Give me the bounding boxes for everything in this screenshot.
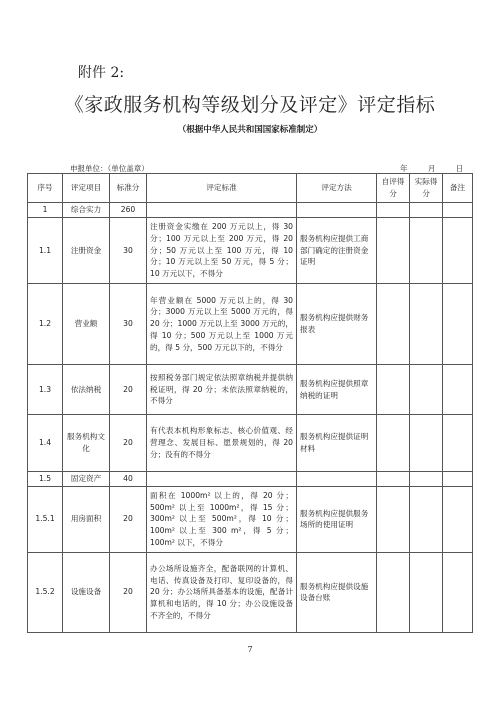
row-self-score-cell <box>377 365 410 415</box>
month-label: 月 <box>427 164 436 173</box>
table-row <box>28 203 473 218</box>
row-seq: 1 <box>28 203 63 218</box>
row-criteria: 年营业额在 5000 万元以上的，得 30 分；3000 万元以上至 5000 万元的，得 20 分；1000 万元以上至 3000 万元的，得 10 分；500 万元以上至 1000 万元的，得 5 分，500 万元以下的，不得分 <box>147 284 297 365</box>
row-method: 服务机构应提供证明材料 <box>297 415 377 472</box>
row-item: 综合实力 <box>63 203 110 218</box>
row-seq: 1.5.2 <box>28 552 63 632</box>
table-row <box>28 365 473 415</box>
row-self-score-cell <box>377 218 410 284</box>
header-method: 评定方法 <box>297 174 377 203</box>
row-self-score-cell <box>377 552 410 632</box>
row-actual-score-cell <box>410 218 443 284</box>
row-score: 40 <box>110 472 147 487</box>
row-seq: 1.3 <box>28 365 63 415</box>
table-row <box>28 218 473 284</box>
row-note-cell <box>443 284 473 365</box>
row-criteria <box>147 472 297 487</box>
row-score: 20 <box>110 365 147 415</box>
row-self-score-cell <box>377 284 410 365</box>
row-score: 20 <box>110 552 147 632</box>
header-score: 标准分 <box>110 174 147 203</box>
row-method: 服务机构应提供财务报表 <box>297 284 377 365</box>
row-note-cell <box>443 486 473 552</box>
row-actual-score-cell <box>410 415 443 472</box>
row-item: 依法纳税 <box>63 365 110 415</box>
row-seq: 1.5.1 <box>28 486 63 552</box>
header-note: 备注 <box>443 174 473 203</box>
row-score: 20 <box>110 415 147 472</box>
row-actual-score-cell <box>410 486 443 552</box>
header-seq: 序号 <box>28 174 63 203</box>
row-criteria <box>147 203 297 218</box>
header-item: 评定项目 <box>63 174 110 203</box>
row-actual-score-cell <box>410 203 443 218</box>
row-note-cell <box>443 218 473 284</box>
annex-label: 附件 2: <box>78 65 125 81</box>
row-self-score-cell <box>377 203 410 218</box>
year-label: 年 <box>400 164 408 173</box>
header-criteria: 评定标准 <box>147 174 297 203</box>
table-row <box>28 486 473 552</box>
row-criteria: 有代表本机构形象标志、核心价值观、经营理念、发展目标、愿景规划的，得 20 分；没有的不得分 <box>147 415 297 472</box>
row-actual-score-cell <box>410 365 443 415</box>
row-method: 服务机构应提供设施设备台账 <box>297 552 377 632</box>
row-item: 设施设备 <box>63 552 110 632</box>
applicant-label: 申报单位：（单位盖章） <box>70 164 149 173</box>
row-seq: 1.2 <box>28 284 63 365</box>
table-row <box>28 552 473 632</box>
row-self-score-cell <box>377 415 410 472</box>
row-method <box>297 203 377 218</box>
row-item: 固定资产 <box>63 472 110 487</box>
header-self-score: 自评得分 <box>377 174 410 203</box>
row-score: 30 <box>110 284 147 365</box>
page-number: 7 <box>247 645 253 654</box>
row-actual-score-cell <box>410 284 443 365</box>
row-score: 20 <box>110 486 147 552</box>
row-actual-score-cell <box>410 552 443 632</box>
header-actual-score: 实际得分 <box>410 174 443 203</box>
row-self-score-cell <box>377 486 410 552</box>
row-note-cell <box>443 415 473 472</box>
row-self-score-cell <box>377 472 410 487</box>
row-note-cell <box>443 552 473 632</box>
row-item: 注册资金 <box>63 218 110 284</box>
row-seq: 1.1 <box>28 218 63 284</box>
evaluation-table <box>27 173 473 633</box>
row-criteria: 办公场所设施齐全，配备联网的计算机、电话、传真设备及打印、复印设备的，得 20 分；办公场所具备基本的设施，配备计算机和电话的，得 10 分；办公设施设备不齐全的，不得分 <box>147 552 297 632</box>
row-actual-score-cell <box>410 472 443 487</box>
row-method <box>297 472 377 487</box>
row-method: 服务机构应提供照章纳税的证明 <box>297 365 377 415</box>
table-row <box>28 284 473 365</box>
row-method: 服务机构应提供服务场所的使用证明 <box>297 486 377 552</box>
table-row <box>28 415 473 472</box>
row-note-cell <box>443 365 473 415</box>
row-seq: 1.5 <box>28 472 63 487</box>
row-item: 营业额 <box>63 284 110 365</box>
row-criteria: 注册资金实缴在 200 万元以上，得 30 分；100 万元以上至 200 万元，得 20 分；50 万元以上至 100 万元，得 10 分；10 万元以上至 50 万元，得 5 分；10 万元以下，不得分 <box>147 218 297 284</box>
row-score: 260 <box>110 203 147 218</box>
row-item: 用房面积 <box>63 486 110 552</box>
row-seq: 1.4 <box>28 415 63 472</box>
row-note-cell <box>443 472 473 487</box>
row-item: 服务机构文化 <box>63 415 110 472</box>
table-header-row <box>28 174 473 203</box>
row-score: 30 <box>110 218 147 284</box>
row-method: 服务机构应提供工商部门确定的注册资金证明 <box>297 218 377 284</box>
day-label: 日 <box>455 164 464 173</box>
page-title: 《家政服务机构等级划分及评定》评定指标 <box>64 94 436 116</box>
row-note-cell <box>443 203 473 218</box>
page-subtitle: （根据中华人民共和国国家标准制定） <box>177 125 323 135</box>
row-criteria: 面积在 1000m² 以上的，得 20 分；500m² 以上至 1000m²，得 15 分；300m² 以上至 500m²，得 10 分；100m² 以上至 300 m²，得 5 分；100m² 以下，不得分 <box>147 486 297 552</box>
row-criteria: 按照税务部门规定依法照章纳税并提供纳税证明，得 20 分；未依法照章纳税的，不得分 <box>147 365 297 415</box>
table-row <box>28 472 473 487</box>
